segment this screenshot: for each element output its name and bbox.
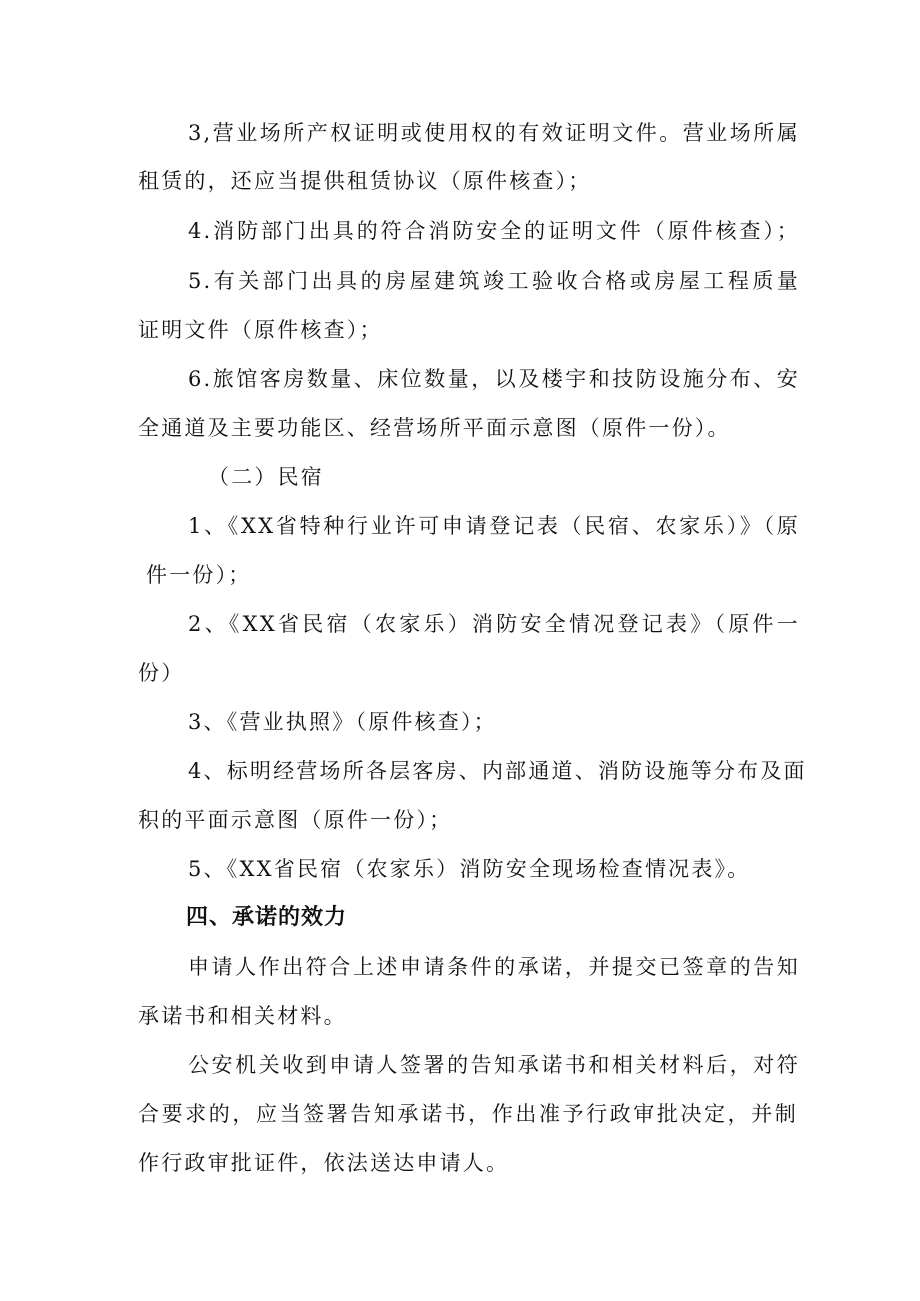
minsu-item-2-line-1: 2、《XX省民宿（农家乐）消防安全情况登记表》（原件一 xyxy=(188,612,800,636)
commitment-para-2-line-1: 公安机关收到申请人签署的告知承诺书和相关材料后，对符 xyxy=(188,1053,800,1077)
commitment-para-2-line-3: 作行政审批证件，依法送达申请人。 xyxy=(138,1151,510,1175)
item-6-line-1: 6.旅馆客房数量、床位数量，以及楼宇和技防设施分布、安 xyxy=(188,367,800,391)
minsu-item-2-line-2: 份） xyxy=(138,661,185,685)
commitment-para-2-line-2: 合要求的，应当签署告知承诺书，作出准予行政审批决定，并制 xyxy=(138,1102,798,1126)
section-heading-commitment: 四、承诺的效力 xyxy=(186,905,348,930)
item-3-line-2: 租赁的，还应当提供租赁协议（原件核查）； xyxy=(138,169,592,193)
item-5-line-2: 证明文件（原件核查）； xyxy=(138,318,383,342)
commitment-para-1-line-1: 申请人作出符合上述申请条件的承诺，并提交已签章的告知 xyxy=(188,955,800,979)
minsu-item-4-line-1: 4、标明经营场所各层客房、内部通道、消防设施等分布及面 xyxy=(188,759,807,783)
section-title-minsu: （二）民宿 xyxy=(208,465,324,489)
commitment-para-1-line-2: 承诺书和相关材料。 xyxy=(138,1004,347,1028)
item-6-line-2: 全通道及主要功能区、经营场所平面示意图（原件一份）。 xyxy=(138,416,731,440)
minsu-item-4-line-2: 积的平面示意图（原件一份）； xyxy=(138,808,453,832)
minsu-item-1-line-2: 件一份）； xyxy=(146,563,252,587)
item-4-line-1: 4.消防部门出具的符合消防安全的证明文件（原件核查）； xyxy=(188,219,800,243)
item-5-line-1: 5.有关部门出具的房屋建筑竣工验收合格或房屋工程质量 xyxy=(188,269,800,293)
minsu-item-3-line-1: 3、《营业执照》（原件核查）； xyxy=(188,710,497,734)
item-3-line-1: 3,营业场所产权证明或使用权的有效证明文件。营业场所属 xyxy=(188,121,800,145)
minsu-item-5-line-1: 5、《XX省民宿（农家乐）消防安全现场检查情况表》。 xyxy=(188,857,751,881)
minsu-item-1-line-1: 1、《XX省特种行业许可申请登记表（民宿、农家乐）》（原 xyxy=(188,514,800,538)
